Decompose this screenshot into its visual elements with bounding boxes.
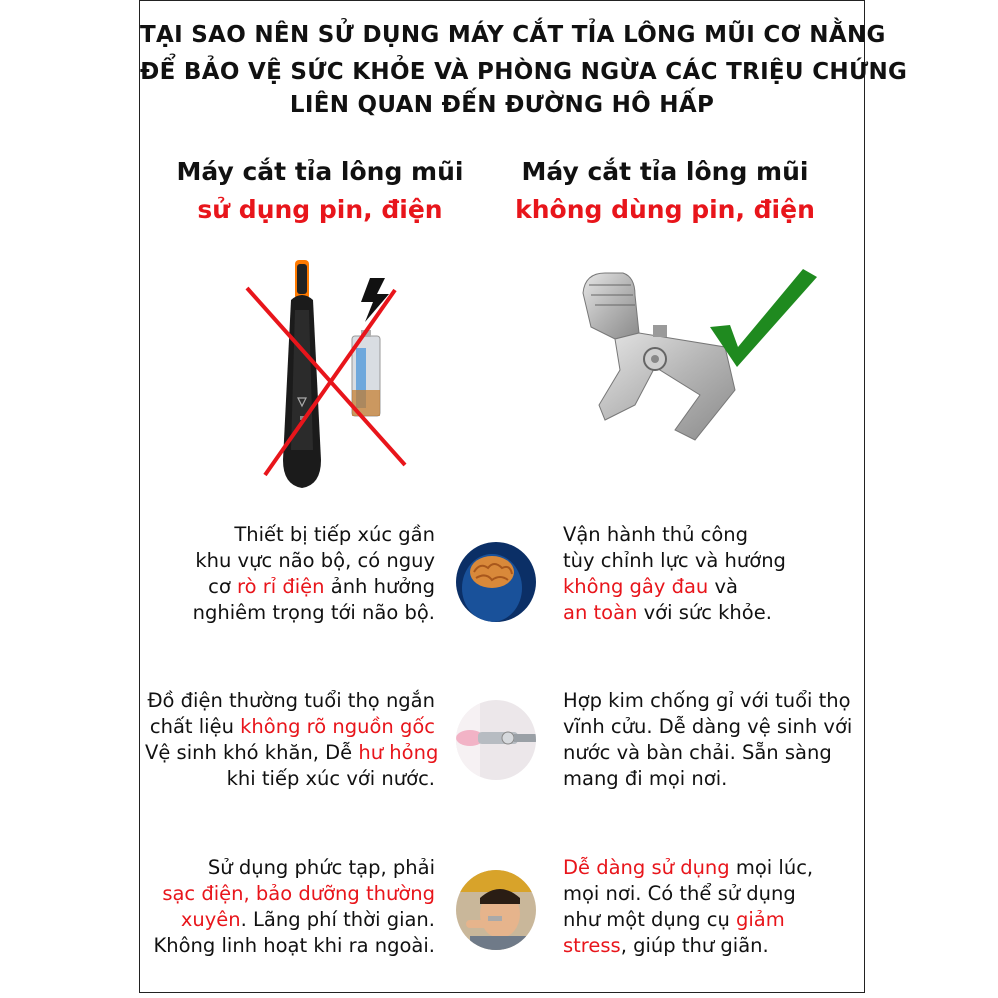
manual-trimmer-illustration [575,255,820,470]
row1-right-line4: an toàn với sức khỏe. [563,601,772,624]
row3-left-line1: Sử dụng phức tạp, phải [207,856,435,879]
row2-right-line4: mang đi mọi nơi. [563,767,728,790]
title-line-2: ĐỂ BẢO VỆ SỨC KHỎE VÀ PHÒNG NGỪA CÁC TRIỆU CHỨNG [140,59,908,85]
highlight-de-dang-su-dung: Dễ dàng sử dụng [563,856,730,879]
left-column-subheading: sử dụng pin, điện [197,195,443,224]
person-using-trimmer-photo [456,870,536,950]
electric-trimmer-image [283,260,321,488]
row2-right-text [563,688,863,792]
row3-right-line1: Dễ dàng sử dụng mọi lúc, [563,856,814,879]
row1-right-line1: Vận hành thủ công [563,523,749,546]
highlight-giam: giảm [736,908,785,931]
right-column-heading: Máy cắt tỉa lông mũi [521,157,809,186]
trimmer-closeup-photo [456,700,536,780]
highlight-khong-gay-dau: không gây đau [563,575,709,598]
row1-right-line3: không gây đau và [563,575,738,598]
row2-left-line1: Đồ điện thường tuổi thọ ngắn [147,689,435,712]
row2-left-line2: chất liệu không rõ nguồn gốc [149,715,435,738]
title-line-3: LIÊN QUAN ĐẾN ĐƯỜNG HÔ HẤP [289,92,715,118]
row3-left-text [145,855,435,959]
red-x-icon [247,288,405,475]
row3-left-line2: sạc điện, bảo dưỡng thường [162,882,435,905]
row2-right-line3: nước và bàn chải. Sẵn sàng [563,741,832,764]
highlight-khong-ro-nguon-goc: không rõ nguồn gốc [240,715,435,738]
highlight-ro-ri-dien: rò rỉ điện [237,575,325,598]
row1-left-line2: khu vực não bộ, có nguy [195,549,435,572]
row3-right-text [563,855,853,959]
row1-left-line1: Thiết bị tiếp xúc gần [234,523,435,546]
manual-trimmer-image [583,273,735,440]
title-line-1: TẠI SAO NÊN SỬ DỤNG MÁY CẮT TỈA LÔNG MŨI CƠ NẰNG [140,22,886,48]
row3-left-line4: Không linh hoạt khi ra ngoài. [153,934,435,957]
row1-left-line3: cơ rò rỉ điện ảnh hưởng [208,575,435,598]
row3-right-line3: như một dụng cụ giảm [563,908,785,931]
row1-right-text [563,522,853,626]
row3-right-line2: mọi nơi. Có thể sử dụng [563,882,796,905]
brain-photo [456,542,536,622]
row1-right-line2: tùy chỉnh lực và hướng [563,549,786,572]
row3-right-line4: stress, giúp thư giãn. [563,934,769,957]
row2-left-line4: khi tiếp xúc với nước. [226,767,435,790]
row1-left-text [150,522,435,626]
row2-right-line2: vĩnh cửu. Dễ dàng vệ sinh với [563,715,853,738]
row2-left-text [145,688,439,792]
content-frame [139,0,908,993]
highlight-hu-hong: hư hỏng [358,741,439,764]
right-column-subheading: không dùng pin, điện [515,195,815,224]
row3-left-line3: xuyên. Lãng phí thời gian. [180,908,435,931]
highlight-stress: stress [563,934,621,957]
row2-left-line3: Vệ sinh khó khăn, Dễ hư hỏng [145,741,439,764]
highlight-an-toan: an toàn [563,601,638,624]
left-column-heading: Máy cắt tỉa lông mũi [176,157,464,186]
electric-trimmer-illustration [225,250,425,495]
row1-left-line4: nghiêm trọng tới não bộ. [192,601,435,624]
row2-right-line1: Hợp kim chống gỉ với tuổi thọ [563,689,851,712]
highlight-xuyen: xuyên [180,908,241,931]
